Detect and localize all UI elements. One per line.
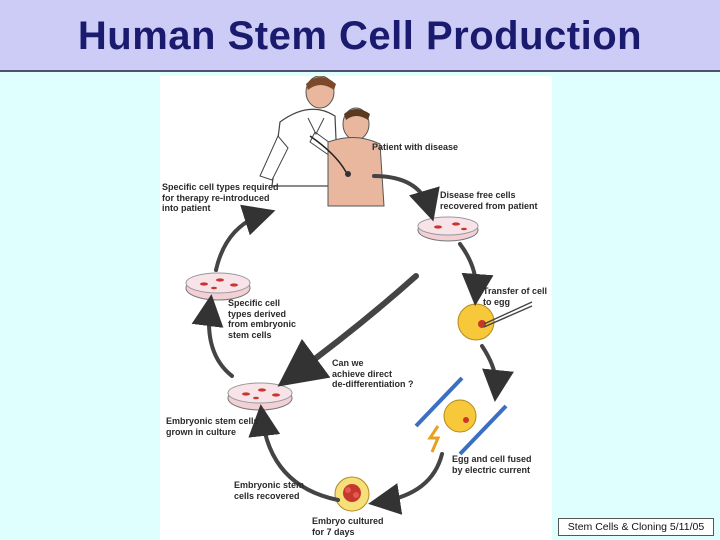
electric-fusion [416, 378, 506, 454]
label-embryo: Embryo cultured for 7 days [312, 516, 384, 537]
label-reintroduced: Specific cell types required for therapy re-introduced into patient [162, 182, 279, 213]
footer-citation: Stem Cells & Cloning 5/11/05 [558, 518, 714, 536]
petri-dish-disease-free [418, 217, 478, 241]
petri-dish-specific-cells [186, 273, 250, 300]
label-specific-cells: Specific cell types derived from embryonic stem cells [228, 298, 297, 340]
slide-title: Human Stem Cell Production [77, 14, 643, 58]
label-fused: Egg and cell fused by electric current [452, 454, 532, 475]
egg-transfer [458, 302, 532, 340]
title-bar [0, 0, 720, 72]
stem-cell-diagram [160, 76, 552, 540]
label-transfer: Transfer of cell to egg [483, 286, 548, 307]
doctor-patient-illustration [260, 76, 384, 206]
label-es-culture: Embryonic stem cells grown in culture [166, 416, 259, 437]
label-disease-free: Disease free cells recovered from patient [440, 190, 538, 211]
label-question: Can we achieve direct de-differentiation ? [332, 358, 414, 389]
petri-dish-es-culture [228, 383, 292, 410]
label-es-recovered: Embryonic stem cells recovered [234, 480, 305, 501]
label-patient: Patient with disease [372, 142, 459, 152]
embryo [335, 477, 369, 511]
